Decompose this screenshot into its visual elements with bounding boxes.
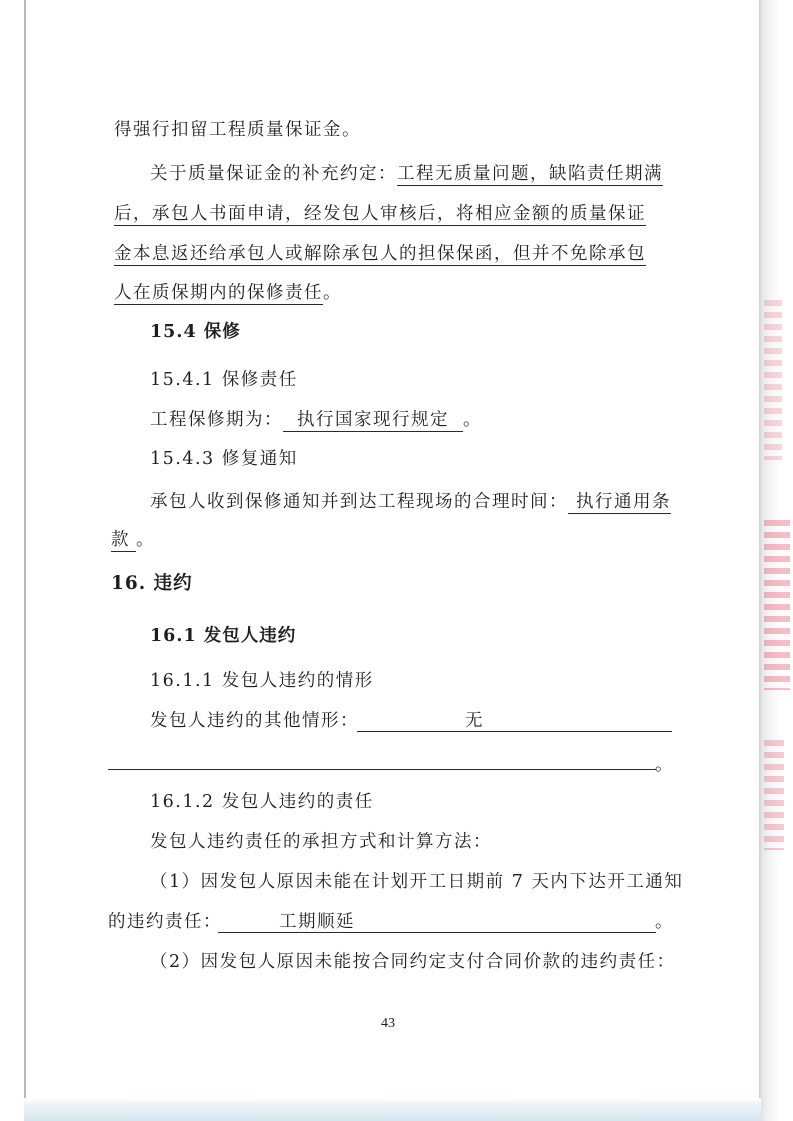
- field-value: 执行国家现行规定: [283, 410, 463, 432]
- seal-stamp-fragment: [764, 300, 782, 460]
- heading-text: 16.1.2 发包人违约的责任: [150, 792, 374, 812]
- method-line: [150, 831, 492, 853]
- field-label: 的违约责任：: [108, 912, 222, 932]
- page-number: 43: [381, 1016, 395, 1031]
- scan-frame-left: [24, 0, 26, 1121]
- other-breach-end: [655, 754, 674, 776]
- text: 。: [323, 283, 342, 303]
- text: 。: [136, 530, 155, 550]
- field-value: 工期顺延: [279, 912, 355, 932]
- repair-time-line: [150, 491, 671, 513]
- text: 关于质量保证金的补充约定：: [150, 164, 397, 184]
- item-1-liability-end: [655, 911, 674, 933]
- heading-16: [111, 573, 193, 595]
- heading-text: 15.4.1 保修责任: [150, 370, 298, 390]
- underlined-fill: 工程无质量问题，缺陷责任期满: [397, 164, 663, 184]
- heading-15-4-3: [150, 448, 298, 470]
- paragraph-line: [114, 119, 361, 141]
- paragraph-line: [114, 203, 646, 225]
- paragraph-line: [114, 282, 342, 304]
- fill-line: [108, 769, 656, 770]
- heading-text: 16. 违约: [111, 573, 193, 594]
- paragraph-line: [150, 163, 663, 185]
- text: （1）因发包人原因未能在计划开工日期前 7 天内下达开工通知: [150, 872, 684, 892]
- seal-stamp-fragment: [764, 520, 790, 690]
- other-breach-value: [465, 710, 484, 732]
- field-value: 执行通用条: [568, 492, 671, 514]
- heading-text: 16.1 发包人违约: [150, 626, 297, 646]
- repair-time-line-2: [111, 529, 155, 551]
- paragraph-line: [114, 243, 646, 265]
- field-label: 发包人违约的其他情形：: [150, 711, 359, 731]
- item-1-liability-line: [108, 911, 222, 933]
- heading-15-4: [150, 321, 241, 343]
- text: 。: [463, 410, 482, 430]
- field-label: 工程保修期为：: [150, 410, 283, 430]
- heading-16-1-1: [150, 670, 374, 692]
- seal-stamp-fragment: [764, 740, 784, 850]
- text: 。: [655, 912, 674, 932]
- text: （2）因发包人原因未能按合同约定支付合同价款的违约责任：: [150, 952, 676, 972]
- field-value: 款: [111, 530, 136, 552]
- heading-text: 15.4.3 修复通知: [150, 449, 298, 469]
- heading-text: 15.4 保修: [150, 322, 241, 342]
- underlined-fill: 后，承包人书面申请，经发包人审核后，将相应金额的质量保证: [114, 204, 646, 224]
- underlined-fill: 金本息返还给承包人或解除承包人的担保保函，但并不免除承包: [114, 244, 646, 264]
- heading-16-1: [150, 625, 296, 647]
- warranty-period-line: [150, 409, 482, 431]
- heading-16-1-2: [150, 791, 374, 813]
- item-1-line: [150, 871, 683, 893]
- text: 得强行扣留工程质量保证金。: [114, 120, 361, 140]
- text: 发包人违约责任的承担方式和计算方法：: [150, 832, 492, 852]
- field-label: 承包人收到保修通知并到达工程现场的合理时间：: [150, 492, 568, 512]
- item-2-line: [150, 951, 676, 973]
- heading-text: 16.1.1 发包人违约的情形: [150, 671, 374, 691]
- scan-bottom-edge: [24, 1098, 761, 1121]
- text: 。: [655, 755, 674, 775]
- other-breach-line: [150, 710, 359, 732]
- underlined-fill: 人在质保期内的保修责任: [114, 283, 323, 303]
- fill-line: [357, 731, 672, 732]
- field-value: 无: [465, 711, 484, 731]
- heading-15-4-1: [150, 369, 298, 391]
- item-1-liability-value: [279, 911, 355, 933]
